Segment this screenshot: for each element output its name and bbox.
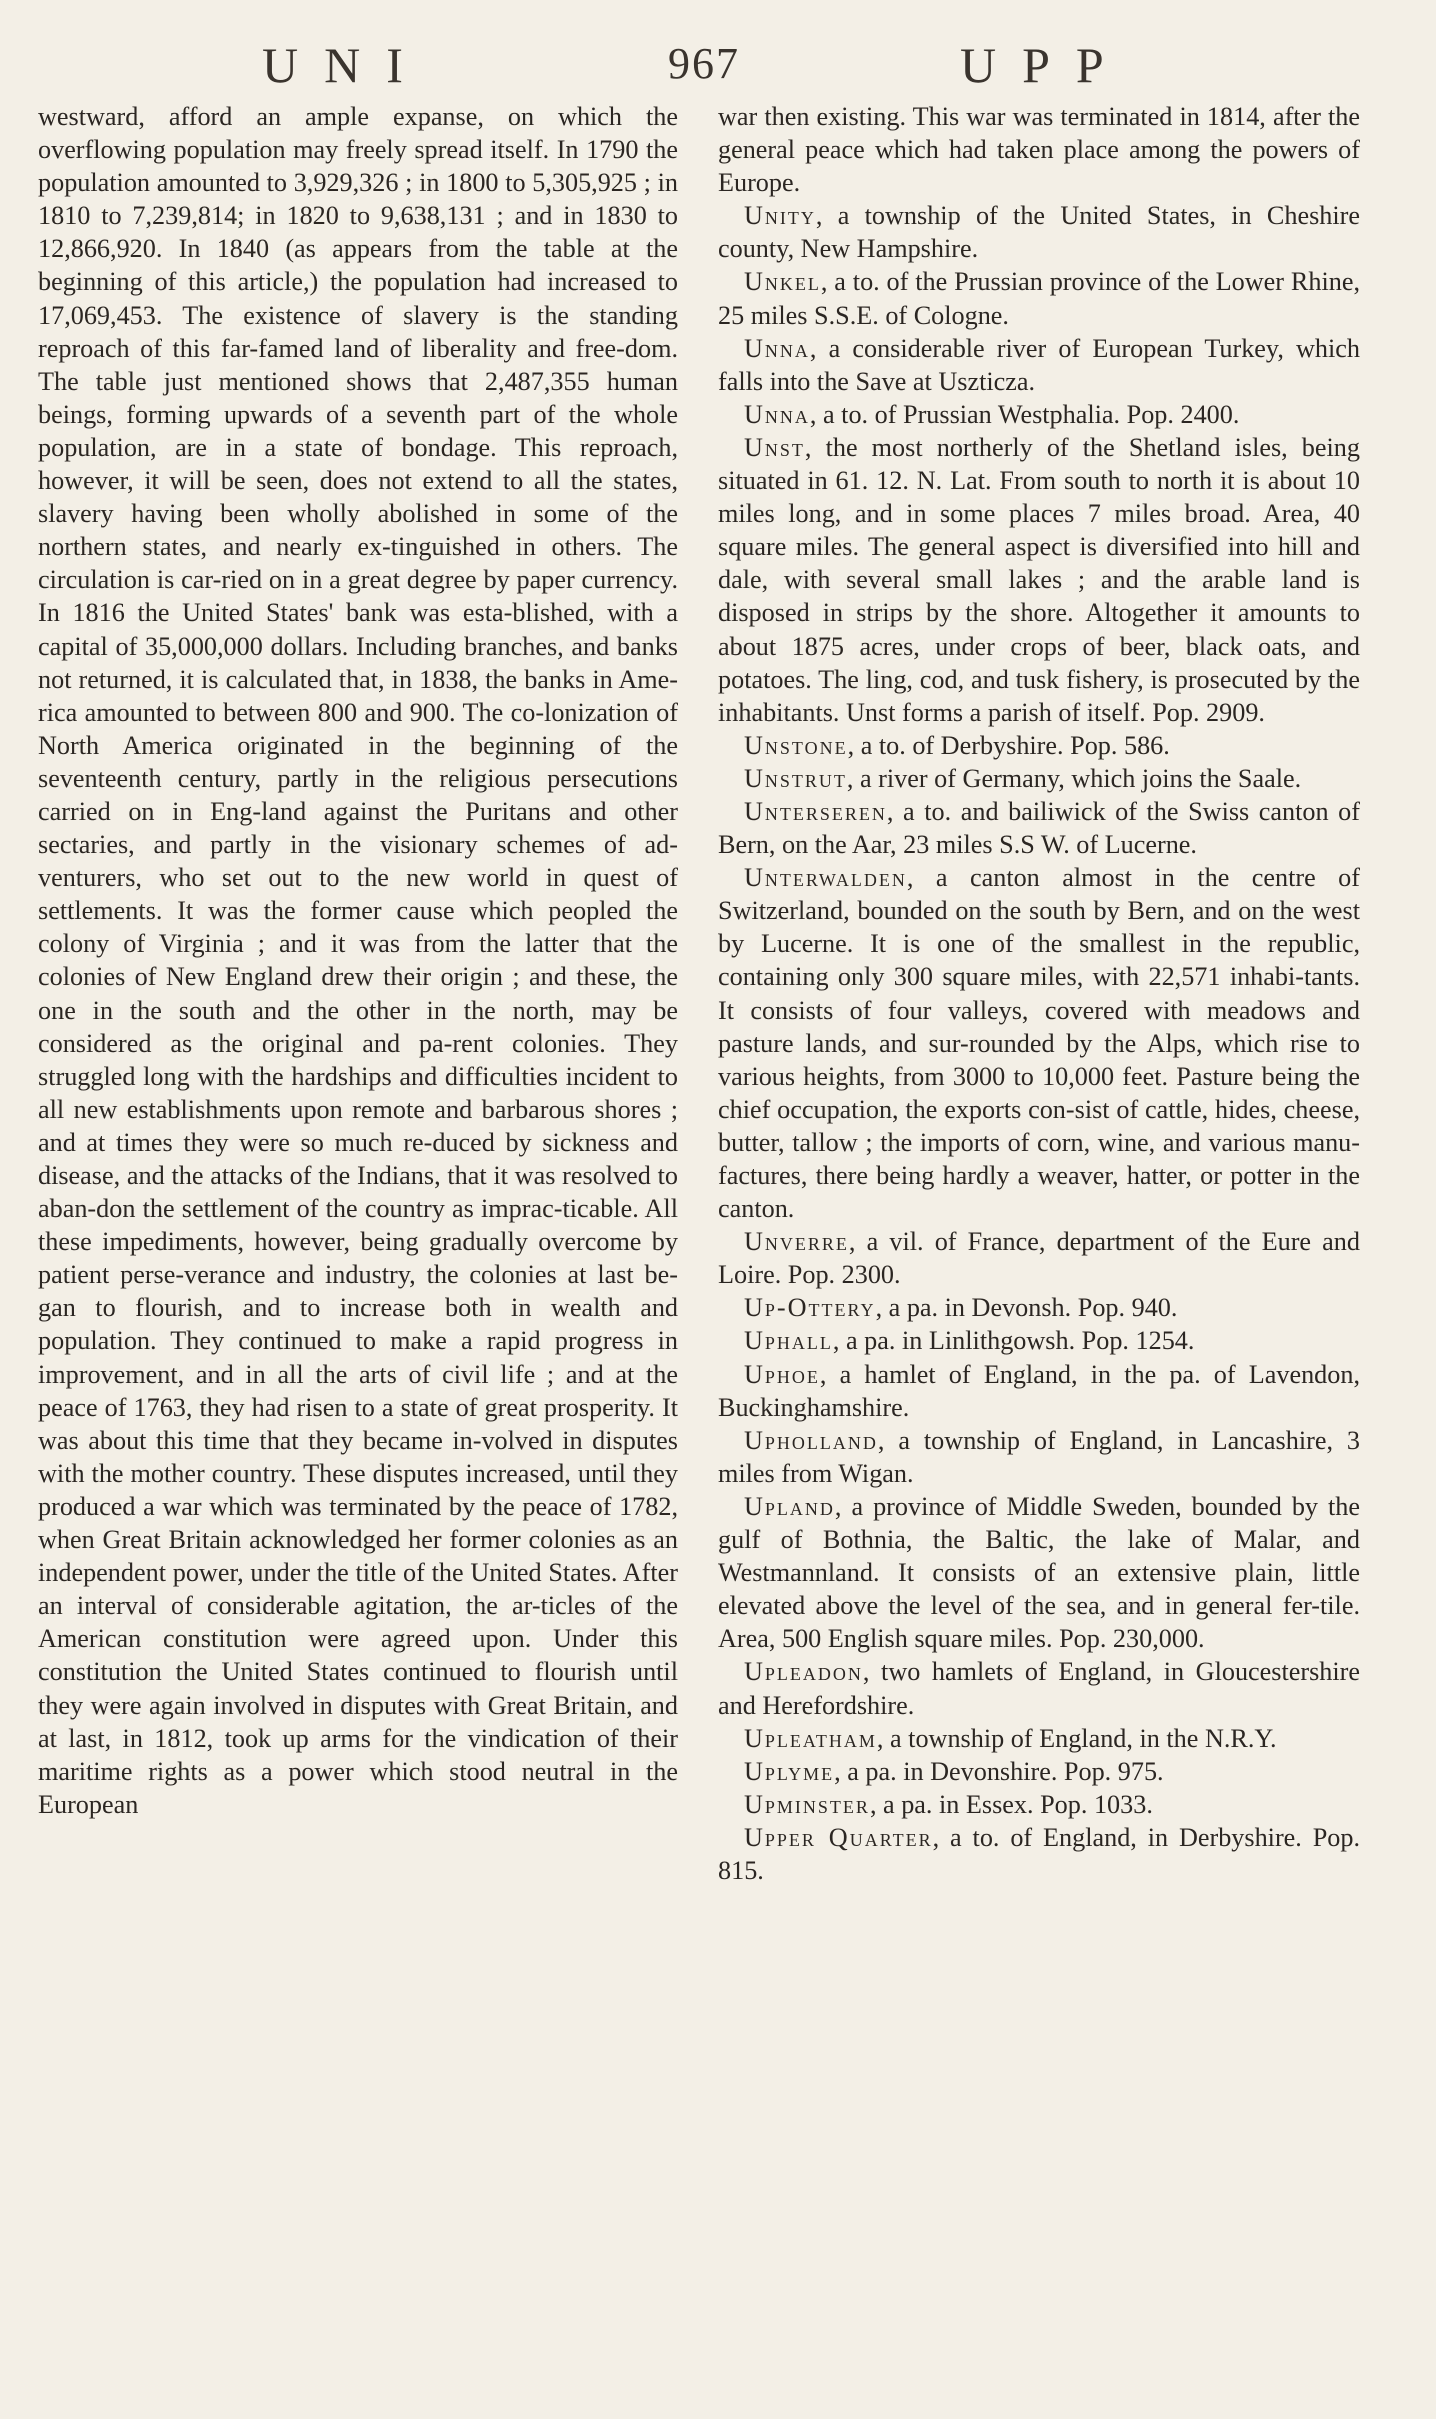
entry-headword: Unst [744,432,805,462]
entry-text: , the most northerly of the Shetland isles, being situated in 61. 12. N. Lat. From south to north it is about 10 miles long, and in some places 7 miles broad. Area, 40 square miles. The general aspect is diversified into hill and dale, with several small lakes ; and the arable land is disposed in strips by the shore. Altogether it amounts to about 1875 acres, under crops of beer, black oats, and potatoes. The ling, cod, and tusk fishery, is prosecuted by the inhabitants. Unst forms a parish of itself. Pop. 2909. [718,432,1360,727]
entry-text: , a considerable river of European Turkey, which falls into the Save at Uszticza. [718,333,1360,396]
entry [718,762,1360,795]
entry-headword: Upholland [744,1425,878,1455]
entry-headword: Up-Ottery [744,1293,876,1323]
entry-text: , a canton almost in the centre of Switzerland, bounded on the south by Bern, and on the west by Lucerne. It is one of the smallest in the republic, containing only 300 square miles, with 22,571 inhabi-tants. It consists of four valleys, covered with meadows and pasture lands, and sur-rounded by the Alps, which rise to various heights, from 3000 to 10,000 feet. Pasture being the chief occupation, the exports con-sist of cattle, hides, cheese, butter, tallow ; the imports of corn, wine, and various manu-factures, there being hardly a weaver, hatter, or potter in the canton. [718,863,1360,1224]
entry-headword: Upleatham [744,1723,877,1753]
entry-headword: Unterseren [744,796,887,826]
entry [718,1291,1360,1324]
entry-text: , a pa. in Devonsh. Pop. 940. [875,1293,1178,1323]
entry-text: , a to. of Derbyshire. Pop. 586. [847,730,1170,760]
entry [718,1722,1360,1755]
entry [718,398,1360,431]
entry [718,199,1360,265]
right-column [718,100,1360,1887]
entry-text: , a vil. of France, department of the Eure and Loire. Pop. 2300. [718,1227,1360,1290]
header-right-guideword: UPP [960,37,1130,93]
entry [718,1324,1360,1357]
entry-text: , a pa. in Linlithgowsh. Pop. 1254. [832,1326,1195,1356]
entry [718,861,1360,1225]
entry-text: , a township of the United States, in Cheshire county, New Hampshire. [718,201,1360,264]
entry-text: , a to. of Prussian Westphalia. Pop. 2400. [809,399,1240,429]
right-column-continuation: war then existing. This war was terminated in 1814, after the general peace which had taken place among the powers of Europe. [718,102,1360,198]
entry-headword: Uphall [744,1326,833,1356]
entry-text: , a to. and bailiwick of the Swiss canton of Bern, on the Aar, 23 miles S.S W. of Lucerne. [718,796,1360,860]
entry [718,1490,1360,1655]
entry-headword: Unstone [744,730,848,760]
entry [718,1655,1360,1721]
entry-text: , a river of Germany, which joins the Saale. [846,763,1302,793]
entry-text: , a to. of the Prussian province of the Lower Rhine, 25 miles S.S.E. of Cologne. [718,267,1360,330]
entry [718,729,1360,762]
entry-text: , a hamlet of England, in the pa. of Lavendon, Buckinghamshire. [718,1359,1360,1422]
entry-headword: Unkel [744,267,821,297]
entry [718,1225,1360,1291]
entry-headword: Upleadon [744,1657,863,1687]
entry-text: , a pa. in Essex. Pop. 1033. [869,1789,1153,1819]
entry [718,795,1360,861]
header-left-guideword: UNI [262,37,429,93]
left-column [38,100,678,1821]
entry-headword: Unna [744,333,810,363]
entry [718,332,1360,398]
entry-text: , a township of England, in the N.R.Y. [876,1723,1277,1753]
entry-text: , a province of Middle Sweden, bounded by the gulf of Bothnia, the Baltic, the lake of Malar, and Westmannland. It consists of an extensive plain, little elevated above the level of the sea, and in general fer-tile. Area, 500 English square miles. Pop. 230,000. [718,1491,1360,1654]
entry [718,1424,1360,1490]
entry-headword: Unterwalden [744,863,907,893]
entry-text: , two hamlets of England, in Gloucestershire and Herefordshire. [718,1657,1360,1720]
entry-headword: Upper Quarter [744,1822,933,1852]
entry-text: , a township of England, in Lancashire, 3 miles from Wigan. [718,1425,1360,1488]
entry-headword: Unverre [744,1227,849,1257]
entry [718,1755,1360,1788]
entry [718,1358,1360,1424]
entry-headword: Uphoe [744,1359,820,1389]
entry [718,1788,1360,1821]
entry-headword: Unstrut [744,763,847,793]
entry-headword: Unna [744,399,810,429]
entry-text: , a pa. in Devonshire. Pop. 975. [834,1756,1164,1786]
entry-headword: Upminster [744,1789,870,1819]
entry-headword: Upland [744,1491,835,1521]
entry [718,431,1360,729]
entry-text: , a to. of England, in Derbyshire. Pop. 815. [718,1822,1361,1885]
page-number: 967 [668,39,740,88]
entry [718,1821,1360,1887]
entry-headword: Uplyme [744,1756,835,1786]
entry [718,265,1360,331]
running-header [0,28,1436,98]
left-column-text: westward, afford an ample expanse, on which the overflowing population may freely spread itself. In 1790 the population amounted to 3,929,326 ; in 1800 to 5,305,925 ; in 1810 to 7,239,814; in 1820 to 9,638,131 ; and in 1830 to 12,866,920. In 1840 (as appears from the table at the beginning of this article,) the population had increased to 17,069,453. The existence of slavery is the standing reproach of this far-famed land of liberality and free-dom. The table just mentioned shows that 2,487,355 human beings, forming upwards of a seventh part of the whole population, are in a state of bondage. This reproach, however, it will be seen, does not extend to all the states, slavery having been wholly abolished in some of the northern states, and nearly ex-tinguished in others. The circulation is car-ried on in a great degree by paper currency. In 1816 the United States' bank was esta-blished, with a capital of 35,000,000 dollars. Including branches, and banks not returned, it is calculated that, in 1838, the banks in Ame-rica amounted to between 800 and 900. The co-lonization of North America originated in the beginning of the seventeenth century, partly in the religious persecutions carried on in Eng-land against the Puritans and other sectaries, and partly in the visionary schemes of ad-venturers, who set out to the new world in quest of settlements. It was the former cause which peopled the colony of Virginia ; and it was from the latter that the colonies of New England drew their origin ; and these, the one in the south and the other in the north, may be considered as the original and pa-rent colonies. They struggled long with the hardships and difficulties incident to all new establishments upon remote and barbarous shores ; and at times they were so much re-duced by sickness and disease, and the attacks of the Indians, that it was resolved to aban-don the settlement of the country as imprac-ticable. All these impediments, however, being gradually overcome by patient perse-verance and industry, the colonies at last be-gan to flourish, and to increase both in wealth and population. They continued to make a rapid progress in improvement, and in all the arts of civil life ; and at the peace of 1763, they had risen to a state of great prosperity. It was about this time that they became in-volved in disputes with the mother country. These disputes increased, until they produced a war which was terminated by the peace of 1782, when Great Britain acknowledged her former colonies as an independent power, under the title of the United States. After an interval of considerable agitation, the ar-ticles of the American constitution were agreed upon. Under this constitution the United States continued to flourish until they were again involved in disputes with Great Britain, and at last, in 1812, took up arms for the vindication of their maritime rights as a power which stood neutral in the European [38,102,678,1819]
entry-headword: Unity [744,201,816,231]
